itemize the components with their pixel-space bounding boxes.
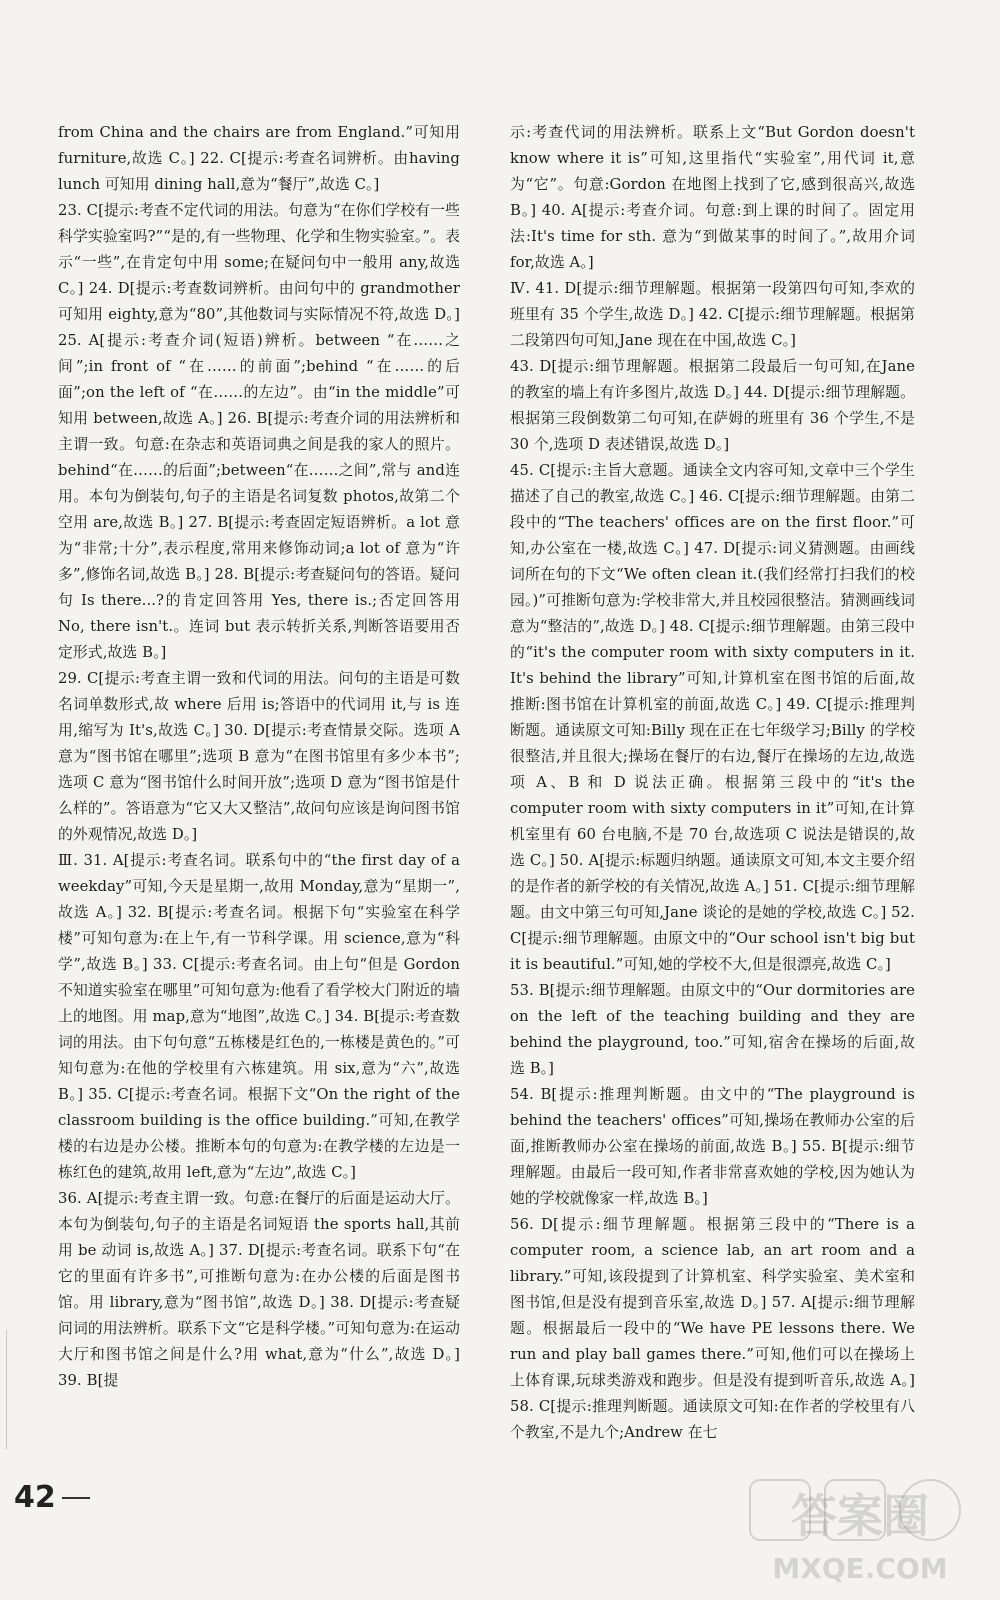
- answer-paragraph: 23. C[提示:考查不定代词的用法。句意为“在你们学校有一些科学实验室吗?”“是的,有一些物理、化学和生物实验室。”。表示“一些”,在肯定句中用 some;在疑问句中一般用 any,故选 C。] 24. D[提示:考查数词辨析。由问句中的 grandmother 可知用 eighty,意为“80”,其他数词与实际情况不符,故选 D。] 25. A[提示:考查介词(短语)辨析。between “在……之间”;in front of “在……的前面”;behind “在……的后面”;on the left of “在……的左边”。由“in the middle”可知用 between,故选 A。] 26. B[提示:考查介词的用法辨析和主谓一致。句意:在杂志和英语词典之间是我的家人的照片。behind“在……的后面”;between“在……之间”,常与 and连用。本句为倒装句,句子的主语是名词复数 photos,故第二个空用 are,故选 B。] 27. B[提示:考查固定短语辨析。a lot 意为“非常;十分”,表示程度,常用来修饰动词;a lot of 意为“许多”,修饰名词,故选 B。] 28. B[提示:考查疑问句的答语。疑问句 Is there...?的肯定回答用 Yes, there is.;否定回答用 No, there isn't.。连词 but 表示转折关系,判断答语要用否定形式,故选 B。]: [58, 202, 460, 661]
- page-number-dash: [62, 1497, 90, 1499]
- answer-paragraph: 29. C[提示:考查主谓一致和代词的用法。问句的主语是可数名词单数形式,故 where 后用 is;答语中的代词用 it,与 is 连用,缩写为 It's,故选 C。] 30. D[提示:考查情景交际。选项 A 意为“图书馆在哪里”;选项 B 意为“在图书馆里有多少本书”;选项 C 意为“图书馆什么时间开放”;选项 D 意为“图书馆是什么样的”。答语意为“它又大又整洁”,故问句应该是询问图书馆的外观情况,故选 D。]: [58, 670, 460, 843]
- answer-paragraph: 56. D[提示:细节理解题。根据第三段中的“There is a computer room, a science lab, an art room and a library.”可知,该段提到了计算机室、科学实验室、美术室和图书馆,但是没有提到音乐室,故选 D。] 57. A[提示:细节理解题。根据最后一段中的“We have PE lessons there. We run and play ball games there.”可知,他们可以在操场上上体育课,玩球类游戏和跑步。但是没有提到听音乐,故选 A。] 58. C[提示:推理判断题。通读原文可知:在作者的学校里有八个教室,不是九个;Andrew 在七: [510, 1216, 915, 1441]
- watermark-url-text: MXQE.COM: [772, 1552, 948, 1585]
- watermark-logo-text: 答案圈: [791, 1489, 929, 1543]
- binding-margin-line: [6, 1330, 7, 1450]
- answer-paragraph: 36. A[提示:考查主谓一致。句意:在餐厅的后面是运动大厅。本句为倒装句,句子的主语是名词短语 the sports hall,其前用 be 动词 is,故选 A。] 37. D[提示:考查名词。联系下句“在它的里面有许多书”,可推断句意为:在办公楼的后面是图书馆。用 library,意为“图书馆”,故选 D。] 38. D[提示:考查疑问词的用法辨析。联系下文“它是科学楼。”可知句意为:在运动大厅和图书馆之间是什么?用 what,意为“什么”,故选 D。] 39. B[提: [58, 1190, 460, 1389]
- page-number: 42: [14, 1480, 56, 1515]
- answer-paragraph: Ⅲ. 31. A[提示:考查名词。联系句中的“the first day of a weekday”可知,今天是星期一,故用 Monday,意为“星期一”,故选 A。] 32. B[提示:考查名词。根据下句“实验室在科学楼”可知句意为:在上午,有一节科学课。用 science,意为“科学”,故选 B。] 33. C[提示:考查名词。由上句“但是 Gordon 不知道实验室在哪里”可知句意为:他看了看学校大门附近的墙上的地图。用 map,意为“地图”,故选 C。] 34. B[提示:考查数词的用法。由下句句意“五栋楼是红色的,一栋楼是黄色的。”可知句意为:在他的学校里有六栋建筑。用 six,意为“六”,故选 B。] 35. C[提示:考查名词。根据下文“On the right of the classroom building is the office building.”可知,在教学楼的右边是办公楼。推断本句的句意为:在教学楼的左边是一栋红色的建筑,故用 left,意为“左边”,故选 C。]: [58, 852, 460, 1181]
- answer-paragraph: 53. B[提示:细节理解题。由原文中的“Our dormitories are on the left of the teaching building and they are behind the playground, too.”可知,宿舍在操场的后面,故选 B。]: [510, 982, 915, 1077]
- answer-paragraph: 45. C[提示:主旨大意题。通读全文内容可知,文章中三个学生描述了自己的教室,故选 C。] 46. C[提示:细节理解题。由第二段中的“The teachers' offices are on the first floor.”可知,办公室在一楼,故选 C。] 47. D[提示:词义猜测题。由画线词所在句的下文“We often clean it.(我们经常打扫我们的校园。)”可推断句意为:学校非常大,并且校园很整洁。猜测画线词意为“整洁的”,故选 D。] 48. C[提示:细节理解题。由第三段中的“it's the computer room with sixty computers in it. It's behind the library”可知,计算机室在图书馆的后面,故推断:图书馆在计算机室的前面,故选 C。] 49. C[提示:推理判断题。通读原文可知:Billy 现在正在七年级学习;Billy 的学校很整洁,并且很大;操场在餐厅的右边,餐厅在操场的左边,故选项 A、B 和 D 说法正确。根据第三段中的“it's the computer room with sixty computers in it”可知,在计算机室里有 60 台电脑,不是 70 台,故选项 C 说法是错误的,故选 C。] 50. A[提示:标题归纳题。通读原文可知,本文主要介绍的是作者的新学校的有关情况,故选 A。] 51. C[提示:细节理解题。由文中第三句可知,Jane 谈论的是她的学校,故选 C。] 52. C[提示:细节理解题。由原文中的“Our school isn't big but it is beautiful.”可知,她的学校不大,但是很漂亮,故选 C。]: [510, 462, 915, 973]
- answer-paragraph: 54. B[提示:推理判断题。由文中的“The playground is behind the teachers' offices”可知,操场在教师办公室的后面,推断教师办公室在操场的前面,故选 B。] 55. B[提示:细节理解题。由最后一段可知,作者非常喜欢她的学校,因为她认为她的学校就像家一样,故选 B。]: [510, 1086, 915, 1207]
- watermark-logo: [740, 1470, 980, 1590]
- answer-paragraph: 示:考查代词的用法辨析。联系上文“But Gordon doesn't know where it is”可知,这里指代“实验室”,用代词 it,意为“它”。句意:Gordon 在地图上找到了它,感到很高兴,故选 B。] 40. A[提示:考查介词。句意:到上课的时间了。固定用法:It's time for sth. 意为“到做某事的时间了。”,故用介词 for,故选 A。]: [510, 124, 915, 271]
- answer-paragraph: from China and the chairs are from England.”可知用furniture,故选 C。] 22. C[提示:考查名词辨析。由having lunch 可知用 dining hall,意为“餐厅”,故选 C。]: [58, 124, 460, 193]
- left-text-column: [58, 120, 460, 1394]
- answer-paragraph: 43. D[提示:细节理解题。根据第二段最后一句可知,在Jane 的教室的墙上有许多图片,故选 D。] 44. D[提示:细节理解题。根据第三段倒数第二句可知,在萨姆的班里有 36 个学生,不是 30 个,选项 D 表述错误,故选 D。]: [510, 358, 915, 453]
- right-text-column: [510, 120, 915, 1446]
- answer-paragraph: Ⅳ. 41. D[提示:细节理解题。根据第一段第四句可知,李欢的班里有 35 个学生,故选 D。] 42. C[提示:细节理解题。根据第二段第四句可知,Jane 现在在中国,故选 C。]: [510, 280, 915, 349]
